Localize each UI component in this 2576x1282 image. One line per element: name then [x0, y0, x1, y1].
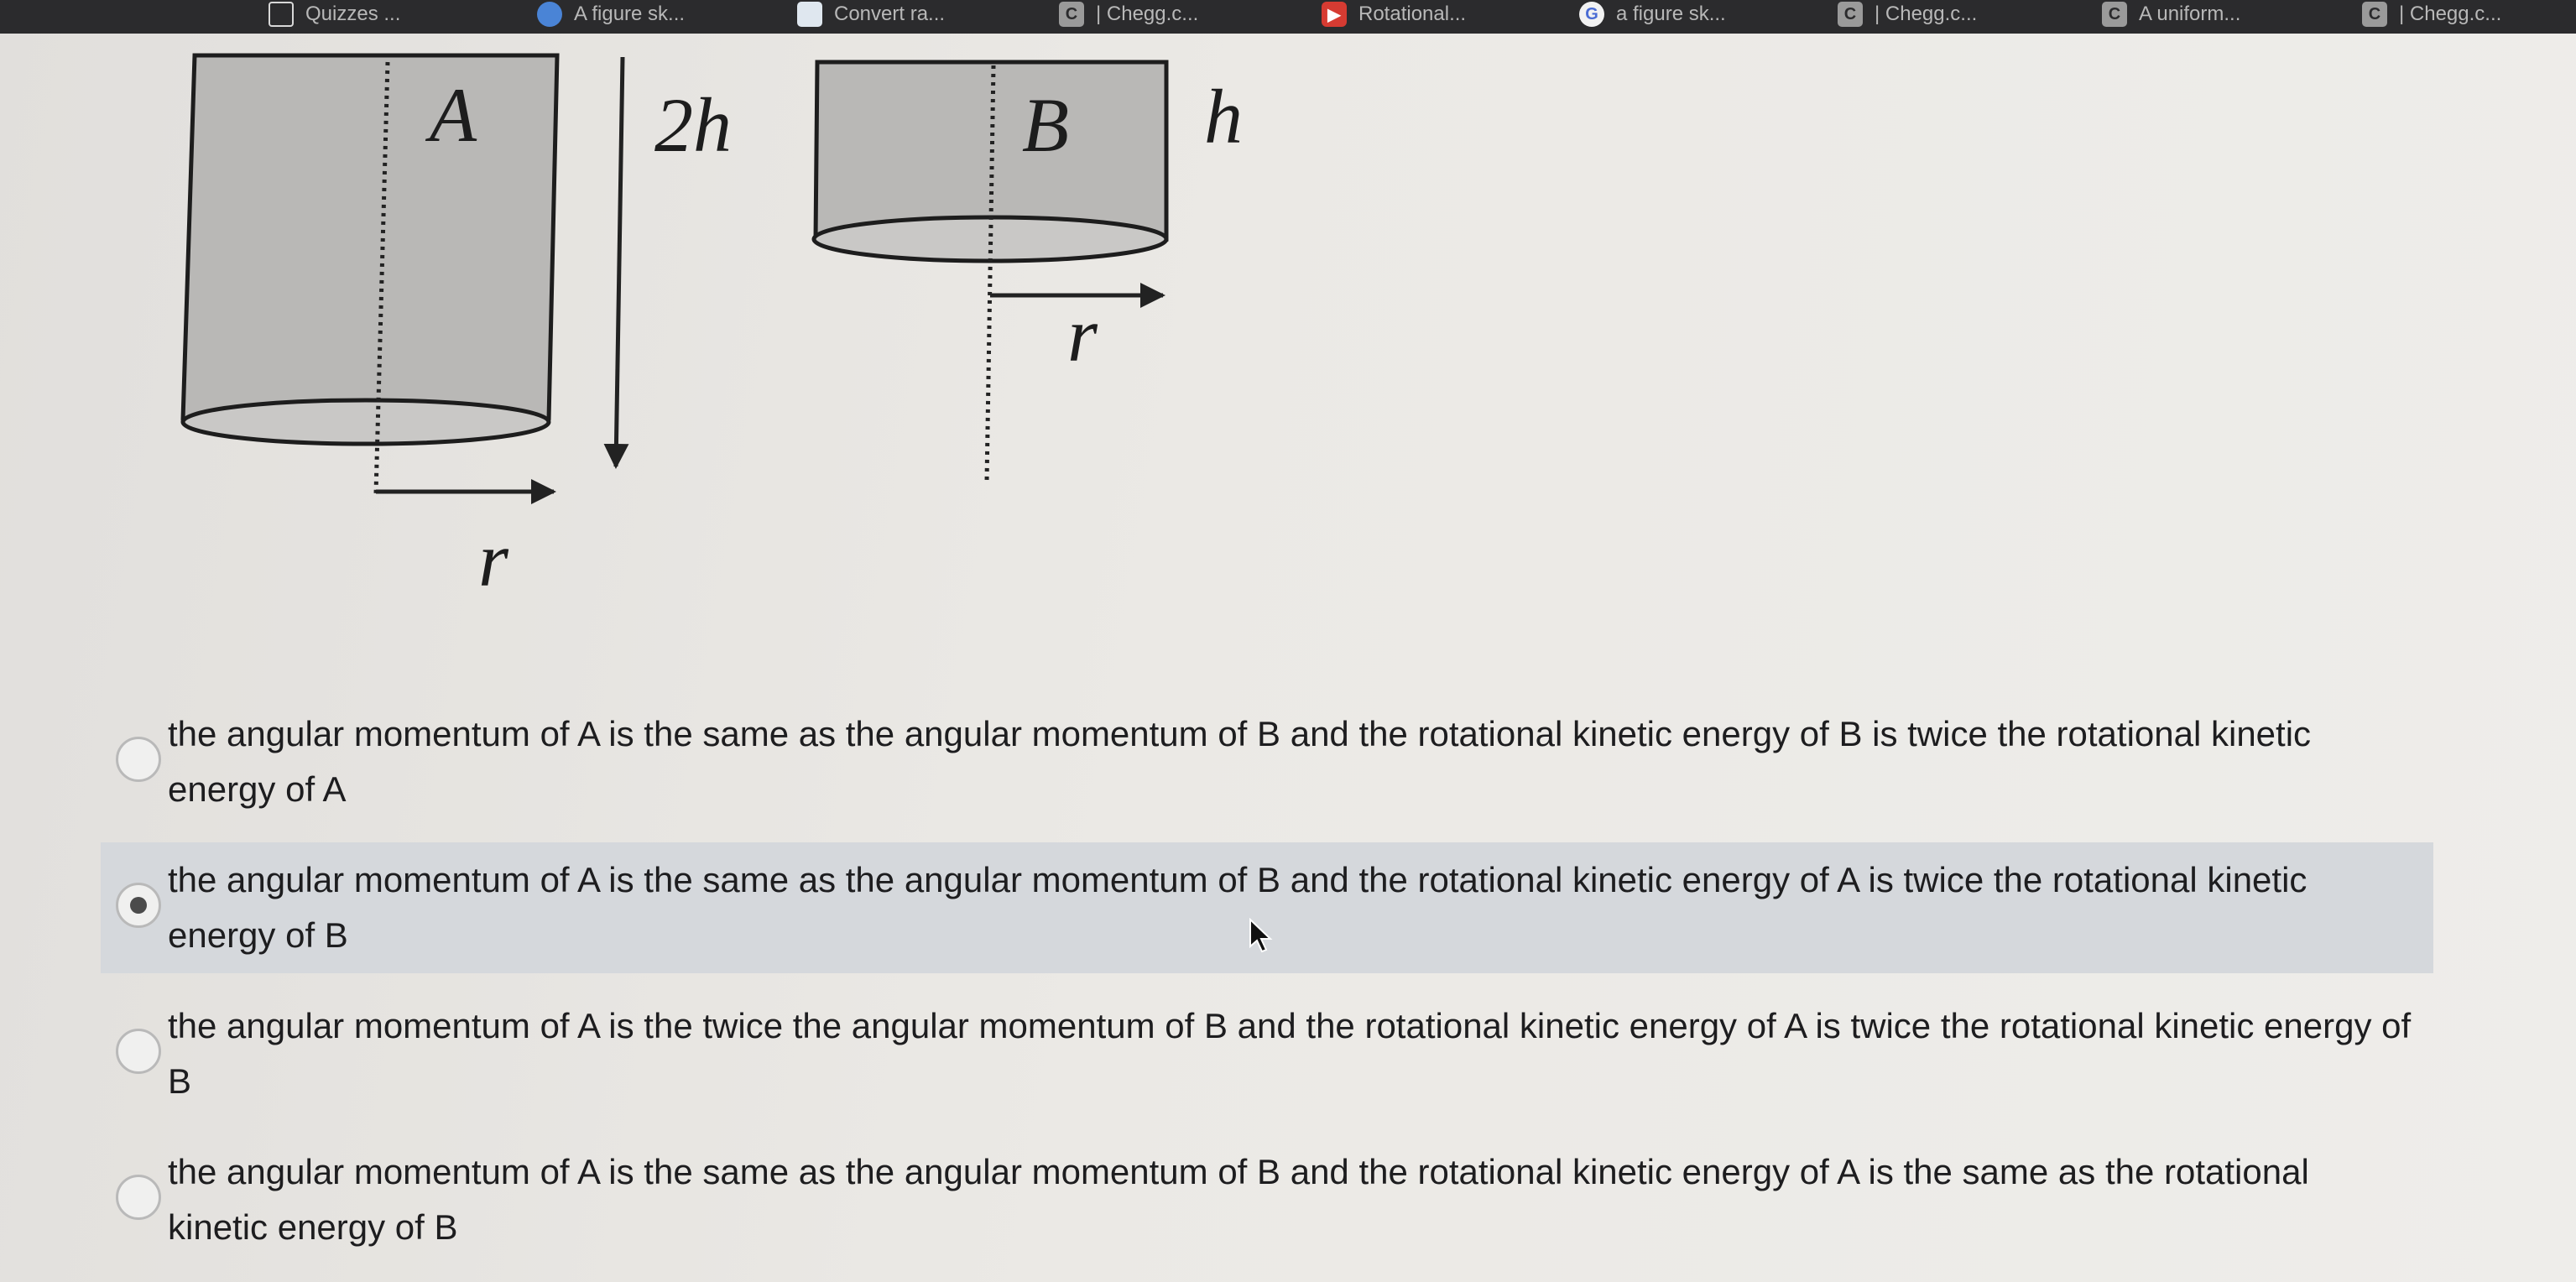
checkbox-icon [269, 2, 294, 27]
tab-label: | Chegg.c... [2399, 3, 2502, 25]
tab-convert[interactable] [797, 0, 945, 29]
chegg-icon: C [1838, 2, 1863, 27]
tab-chegg-1[interactable] [1059, 0, 1198, 29]
height-b-label: h [1204, 74, 1243, 159]
answer-option-text: the angular momentum of A is the same as the angular momentum of B and the rotational kinetic energy of B is twice the rotational kinetic energy of A [168, 714, 2312, 809]
tab-label: A figure sk... [574, 3, 686, 25]
height-a-label: 2h [654, 82, 732, 168]
radio-button-selected[interactable] [116, 883, 161, 928]
answer-option-4[interactable] [101, 1134, 2433, 1265]
cylinders-figure [0, 34, 1343, 654]
google-icon: G [1579, 2, 1604, 27]
youtube-icon: ▶ [1322, 2, 1347, 27]
radius-b-label: r [1067, 292, 1098, 378]
tab-a-uniform[interactable] [2102, 0, 2240, 29]
tab-label: Convert ra... [834, 3, 946, 25]
tab-label: A uniform... [2139, 3, 2241, 25]
tab-label: Rotational... [1358, 3, 1467, 25]
cylinder-a [183, 55, 623, 493]
chegg-icon: C [2362, 2, 2387, 27]
chegg-icon: C [1059, 2, 1084, 27]
answer-option-text: the angular momentum of A is the same as the angular momentum of B and the rotational kinetic energy of A is twice the rotational kinetic energy of B [168, 860, 2307, 955]
browser-tab-bar [0, 0, 2576, 34]
answer-option-text: the angular momentum of A is the twice the angular momentum of B and the rotational kinetic energy of A is twice the rotational kinetic energy of B [168, 1006, 2412, 1101]
globe-icon [537, 2, 562, 27]
answer-option-text: the angular momentum of A is the same as the angular momentum of B and the rotational kinetic energy of A is the same as the rotational kinetic energy of B [168, 1152, 2309, 1247]
answer-option-1[interactable] [101, 696, 2433, 827]
cylinder-b-label: B [1021, 82, 1070, 168]
cylinder-b [814, 62, 1166, 482]
tab-label: | Chegg.c... [1875, 3, 1978, 25]
tab-chegg-3[interactable] [2362, 0, 2501, 29]
tab-label: Quizzes ... [305, 3, 401, 25]
tab-label: | Chegg.c... [1096, 3, 1199, 25]
cylinder-a-label: A [429, 72, 477, 158]
radio-button[interactable] [116, 1029, 161, 1074]
document-icon [797, 2, 822, 27]
radio-button[interactable] [116, 737, 161, 782]
answer-options [101, 696, 2433, 1280]
tab-rotational[interactable] [1322, 0, 1466, 29]
tab-a-figure-sketch-google[interactable] [1579, 0, 1726, 29]
question-page [0, 34, 2576, 1282]
mouse-pointer-icon [1249, 918, 1274, 955]
tab-quizzes[interactable] [269, 0, 400, 29]
tab-label: a figure sk... [1616, 3, 1726, 25]
tab-chegg-2[interactable] [1838, 0, 1977, 29]
answer-option-3[interactable] [101, 988, 2433, 1119]
chegg-icon: C [2102, 2, 2127, 27]
radius-a-label: r [478, 517, 508, 602]
radio-button[interactable] [116, 1175, 161, 1220]
tab-a-figure-sketch[interactable] [537, 0, 685, 29]
